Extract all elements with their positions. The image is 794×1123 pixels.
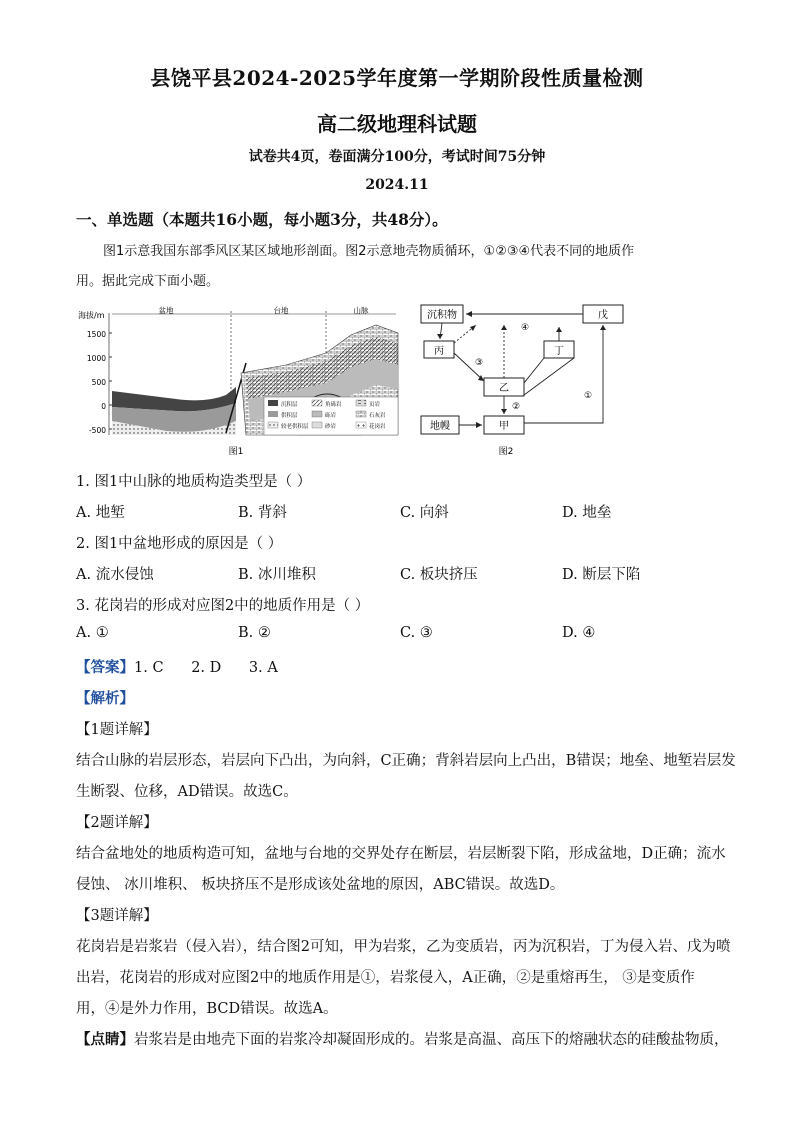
detail-2-line: 结合盆地处的地质构造可知，盆地与台地的交界处存在断层，岩层断裂下陷，形成盆地，D正确；流水 bbox=[76, 846, 726, 862]
exam-date: 2024.11 bbox=[365, 177, 429, 193]
fig2-node: 沉积物 bbox=[427, 310, 457, 321]
detail-3-heading: 【3题详解】 bbox=[76, 908, 158, 924]
intro-line-2: 用。据此完成下面小题。 bbox=[76, 274, 220, 289]
question-3-option-d[interactable]: D. ④ bbox=[562, 625, 596, 641]
question-2-option-a[interactable]: A. 流水侵蚀 bbox=[76, 567, 154, 583]
question-1-option-c[interactable]: C. 向斜 bbox=[400, 505, 449, 521]
fig1-ytick: 500 bbox=[91, 378, 106, 387]
fig2-arrow-label: ② bbox=[511, 402, 521, 412]
question-3-stem: 3. 花岗岩的形成对应图2中的地质作用是（ ） bbox=[76, 598, 370, 614]
answer-line bbox=[76, 656, 278, 677]
question-1-option-d[interactable]: D. 地垒 bbox=[562, 505, 612, 521]
fig1-region: 台地 bbox=[273, 306, 289, 315]
fig2-node: 地幔 bbox=[430, 421, 450, 432]
tip-line bbox=[76, 1028, 729, 1049]
fig1-legend: 页岩 bbox=[369, 402, 381, 408]
fig1-region: 山脉 bbox=[353, 306, 369, 315]
answer-values: 1. C 2. D 3. A bbox=[134, 660, 278, 676]
fig2-node: 乙 bbox=[499, 383, 509, 394]
figure1-profile bbox=[78, 305, 398, 457]
detail-1-line: 结合山脉的岩层形态，岩层向下凸出，为向斜，C正确；背斜岩层向上凸出，B错误；地垒、地堑岩层发 bbox=[76, 753, 736, 769]
question-2-stem: 2. 图1中盆地形成的原因是（ ） bbox=[76, 536, 283, 552]
question-2-option-b[interactable]: B. 冰川堆积 bbox=[238, 567, 316, 583]
fig1-ytick: 0 bbox=[101, 402, 106, 411]
question-3-option-b[interactable]: B. ② bbox=[238, 625, 271, 641]
fig2-node: 甲 bbox=[499, 421, 509, 432]
detail-2-heading: 【2题详解】 bbox=[76, 815, 158, 831]
detail-2-line: 侵蚀、 冰川堆积、 板块挤压不是形成该处盆地的原因，ABC错误。故选D。 bbox=[76, 877, 565, 893]
analysis-label: 【解析】 bbox=[76, 690, 134, 707]
fig2-arrow-label: ④ bbox=[520, 323, 530, 333]
detail-3-line: 用，④是外力作用，BCD错误。故选A。 bbox=[76, 1001, 338, 1017]
fig2-node: 丁 bbox=[554, 346, 564, 357]
fig1-ytick: -500 bbox=[88, 426, 106, 435]
fig1-region: 盆地 bbox=[158, 306, 174, 315]
fig1-legend: 砂岩 bbox=[325, 424, 337, 430]
question-1-option-a[interactable]: A. 地堑 bbox=[76, 505, 125, 521]
answer-label: 【答案】 bbox=[76, 659, 134, 676]
question-2-option-c[interactable]: C. 板块挤压 bbox=[400, 567, 478, 583]
exam-subtitle: 高二级地理科试题 bbox=[317, 112, 477, 136]
detail-1-line: 生断裂、位移，AD错误。故选C。 bbox=[76, 784, 298, 800]
question-1-option-b[interactable]: B. 背斜 bbox=[238, 505, 287, 521]
question-3-option-c[interactable]: C. ③ bbox=[400, 625, 433, 641]
detail-3-line: 出岩，花岗岩的形成对应图2中的地质作用是①，岩浆侵入，A正确，②是重熔再生， ③是变质作 bbox=[76, 970, 695, 986]
tip-label: 【点睛】 bbox=[76, 1031, 134, 1048]
fig2-caption: 图2 bbox=[498, 447, 514, 457]
fig1-legend: 花岗岩 bbox=[369, 424, 386, 430]
fig2-node: 戊 bbox=[598, 310, 608, 321]
exam-title: 县饶平县2024-2025学年度第一学期阶段性质量检测 bbox=[150, 66, 644, 90]
fig1-legend: 石灰岩 bbox=[369, 413, 386, 419]
fig1-legend: 供积层 bbox=[281, 413, 298, 419]
fig1-legend: 较老供积层 bbox=[281, 424, 309, 430]
fig1-ytick: 1500 bbox=[86, 330, 106, 339]
fig2-arrow-label: ① bbox=[583, 391, 593, 401]
fig2-node: 丙 bbox=[434, 346, 444, 357]
detail-1-heading: 【1题详解】 bbox=[76, 722, 158, 738]
fig1-yaxis-label: 海拔/m bbox=[78, 311, 105, 320]
analysis-line bbox=[76, 687, 134, 708]
figure2-rock-cycle bbox=[421, 305, 623, 457]
figures bbox=[76, 303, 636, 463]
fig1-ytick: 1000 bbox=[86, 354, 106, 363]
fig1-legend: 沉积层 bbox=[281, 402, 298, 408]
intro-line-1: 图1示意我国东部季风区某区域地形剖面。图2示意地壳物质循环，①②③④代表不同的地质作 bbox=[103, 244, 635, 259]
question-3-option-a[interactable]: A. ① bbox=[76, 625, 109, 641]
question-1-stem: 1. 图1中山脉的地质构造类型是（ ） bbox=[76, 474, 312, 490]
fig1-legend: 砾岩 bbox=[325, 413, 337, 419]
fig1-caption: 图1 bbox=[228, 447, 244, 457]
detail-3-line: 花岗岩是岩浆岩（侵入岩），结合图2可知，甲为岩浆，乙为变质岩，丙为沉积岩，丁为侵入岩、戊为喷 bbox=[76, 939, 731, 955]
exam-info: 试卷共4页，卷面满分100分，考试时间75分钟 bbox=[248, 149, 546, 165]
question-2-option-d[interactable]: D. 断层下陷 bbox=[562, 567, 641, 583]
section-heading: 一、单选题（本题共16小题，每小题3分，共48分）。 bbox=[76, 210, 448, 229]
fig2-arrow-label: ③ bbox=[474, 358, 484, 368]
fig1-legend: 角砾岩 bbox=[325, 402, 342, 408]
tip-text: 岩浆岩是由地壳下面的岩浆冷却凝固形成的。岩浆是高温、高压下的熔融状态的硅酸盐物质， bbox=[134, 1032, 729, 1048]
